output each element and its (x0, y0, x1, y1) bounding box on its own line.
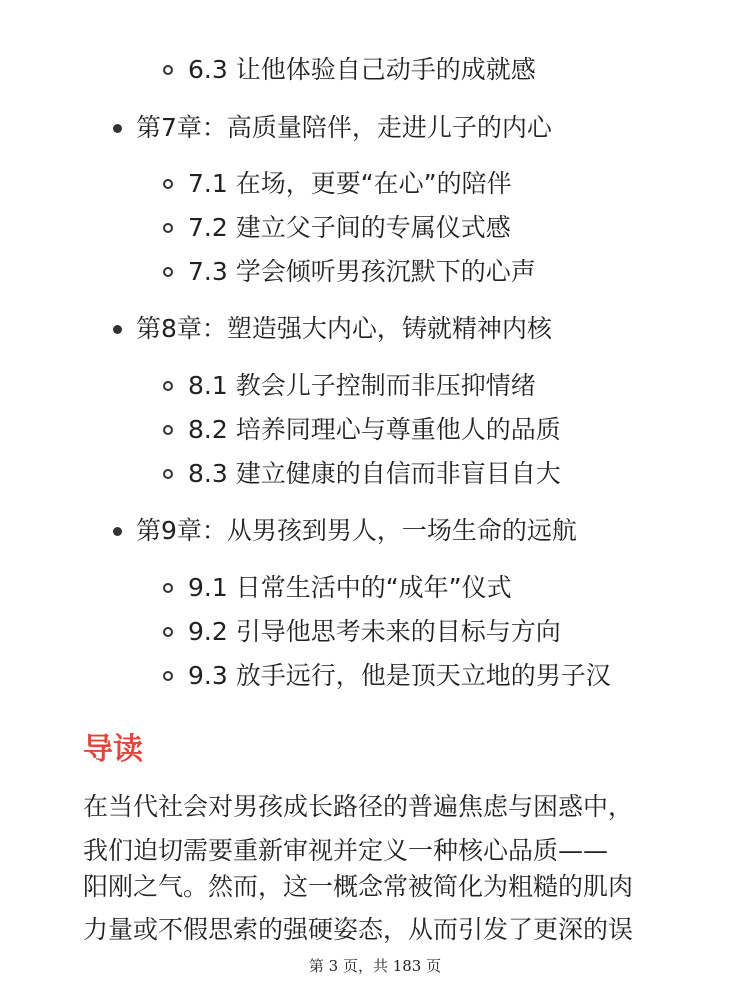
paragraph-line: 在当代社会对男孩成长路径的普遍焦虑与困惑中， (83, 792, 634, 821)
section-heading: 导读 (83, 732, 143, 767)
paragraph-line: 我们迫切需要重新审视并定义一种核心品质—— (83, 836, 609, 865)
hollow-bullet-icon (163, 671, 173, 681)
toc-item-label: 9.3 放手远行，他是顶天立地的男子汉 (188, 661, 611, 690)
toc-item-label: 7.3 学会倾听男孩沉默下的心声 (188, 257, 536, 286)
toc-item-label: 8.2 培养同理心与尊重他人的品质 (188, 415, 561, 444)
hollow-bullet-icon (163, 583, 173, 593)
hollow-bullet-icon (163, 223, 173, 233)
solid-bullet-icon (113, 325, 122, 334)
toc-item-label: 8.3 建立健康的自信而非盲目自大 (188, 459, 561, 488)
paragraph-line: 力量或不假思索的强硬姿态，从而引发了更深的误 (83, 915, 634, 944)
solid-bullet-icon (113, 124, 122, 133)
toc-item-label: 9.2 引导他思考未来的目标与方向 (188, 617, 561, 646)
hollow-bullet-icon (163, 627, 173, 637)
toc-item-label: 7.1 在场，更要“在心”的陪伴 (188, 169, 512, 198)
hollow-bullet-icon (163, 267, 173, 277)
hollow-bullet-icon (163, 381, 173, 391)
toc-item-label: 6.3 让他体验自己动手的成就感 (188, 55, 536, 84)
paragraph-line: 阳刚之气。然而，这一概念常被简化为粗糙的肌肉 (83, 872, 634, 901)
toc-chapter-label: 第7章：高质量陪伴，走进儿子的内心 (136, 113, 552, 142)
hollow-bullet-icon (163, 425, 173, 435)
hollow-bullet-icon (163, 65, 173, 75)
toc-chapter-label: 第9章：从男孩到男人，一场生命的远航 (136, 516, 577, 545)
page-footer: 第 3 页，共 183 页 (308, 957, 442, 975)
hollow-bullet-icon (163, 469, 173, 479)
toc-item-label: 9.1 日常生活中的“成年”仪式 (188, 573, 512, 602)
toc-item-label: 8.1 教会儿子控制而非压抑情绪 (188, 371, 536, 400)
toc-item-label: 7.2 建立父子间的专属仪式感 (188, 213, 511, 242)
solid-bullet-icon (113, 527, 122, 536)
toc-chapter-label: 第8章：塑造强大内心，铸就精神内核 (136, 314, 552, 343)
hollow-bullet-icon (163, 179, 173, 189)
